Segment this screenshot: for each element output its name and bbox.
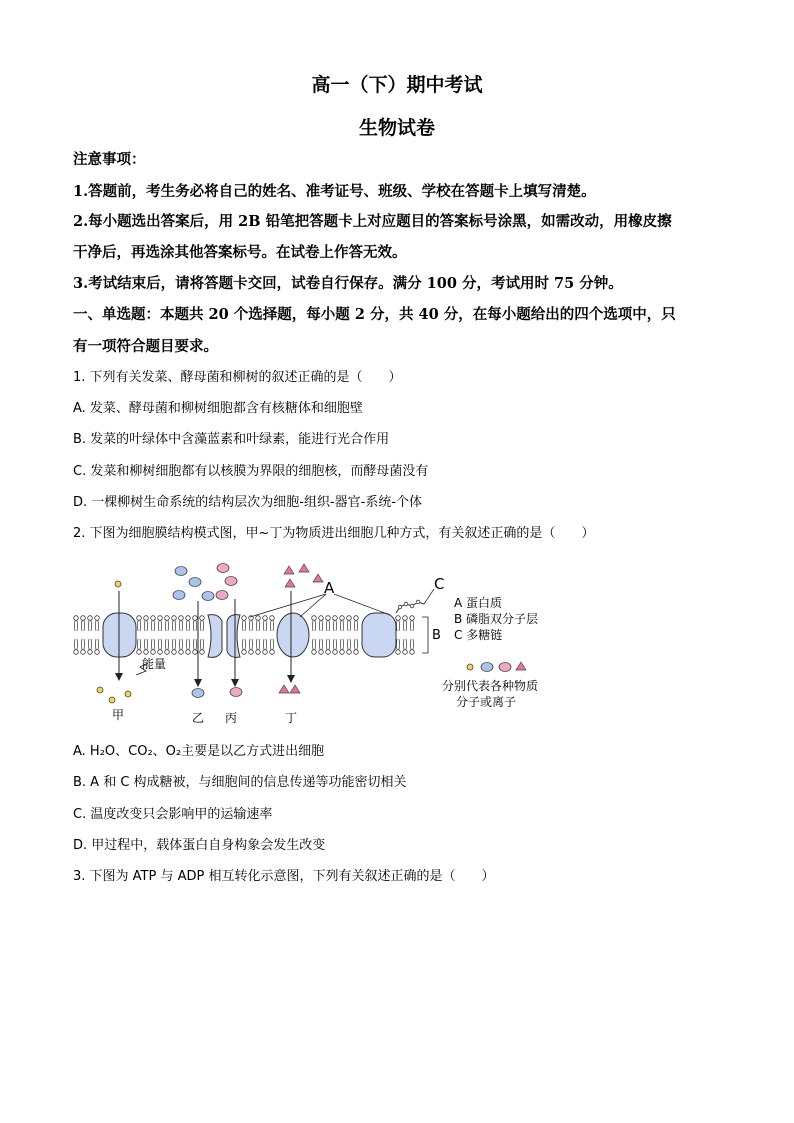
legend-b: B 磷脂双分子层: [454, 612, 539, 626]
glycocalyx-chain: [396, 589, 434, 613]
question-1-stem: 1. 下列有关发菜、酵母菌和柳树的叙述正确的是（ ）: [73, 370, 402, 385]
label-c: C: [434, 575, 445, 593]
question-1-option-d: D. 一棵柳树生命系统的结构层次为细胞-组织-器官-系统-个体: [73, 495, 423, 510]
question-2-stem: 2. 下图为细胞膜结构模式图，甲~丁为物质进出细胞几种方式，有关叙述正确的是（ ）: [73, 526, 595, 541]
question-2-option-a: A. H₂O、CO₂、O₂主要是以乙方式进出细胞: [73, 744, 325, 759]
question-2-option-b: B. A 和 C 构成糖被，与细胞间的信息传递等功能密切相关: [73, 775, 407, 790]
label-a: A: [324, 579, 335, 597]
page-subtitle: 生物试卷: [358, 117, 435, 139]
notice-heading: 注意事项：: [73, 151, 146, 168]
question-2-option-d: D. 甲过程中，载体蛋白自身构象会发生改变: [73, 838, 326, 853]
section-instruction-line-1: 一、单选题：本题共 20 个选择题，每小题 2 分，共 40 分，在每小题给出的四个选项中，只: [73, 306, 676, 323]
legend-symbols-line-2: 分子或离子: [456, 695, 517, 709]
label-jia: 甲: [112, 708, 125, 722]
diagram-legend: [442, 595, 538, 709]
energy-label: 能量: [142, 657, 167, 671]
label-yi: 乙: [192, 711, 205, 725]
question-1-option-c: C. 发菜和柳树细胞都有以核膜为界限的细胞核，而酵母菌没有: [73, 464, 429, 479]
notice-item-3: 3.考试结束后，请将答题卡交回，试卷自行保存。满分 100 分，考试用时 75 分钟。: [73, 275, 623, 292]
section-instruction-line-2: 有一项符合题目要求。: [73, 338, 218, 355]
question-3-stem: 3. 下图为 ATP 与 ADP 相互转化示意图，下列有关叙述正确的是（ ）: [73, 869, 495, 884]
question-1-option-a: A. 发菜、酵母菌和柳树细胞都含有核糖体和细胞壁: [73, 401, 363, 416]
notice-item-2-line-1: 2.每小题选出答案后，用 2B 铅笔把答题卡上对应题目的答案标号涂黑，如需改动，用橡皮擦: [73, 213, 672, 230]
label-ding: 丁: [285, 711, 298, 725]
question-2-option-c: C. 温度改变只会影响甲的运输速率: [73, 807, 273, 822]
question-1-option-b: B. 发菜的叶绿体中含藻蓝素和叶绿素，能进行光合作用: [73, 432, 390, 447]
label-b: B: [432, 628, 441, 643]
page-title: 高一（下）期中考试: [311, 74, 483, 96]
notice-item-2-line-2: 干净后，再选涂其他答案标号。在试卷上作答无效。: [73, 244, 407, 261]
cell-membrane-diagram: [70, 557, 560, 727]
legend-symbols-line-1: 分别代表各种物质: [442, 679, 539, 693]
legend-c: C 多糖链: [454, 628, 503, 642]
notice-item-1: 1.答题前，考生务必将自己的姓名、准考证号、班级、学校在答题卡上填写清楚。: [73, 183, 596, 200]
label-bing: 丙: [225, 711, 238, 725]
legend-a: A 蛋白质: [454, 596, 503, 610]
